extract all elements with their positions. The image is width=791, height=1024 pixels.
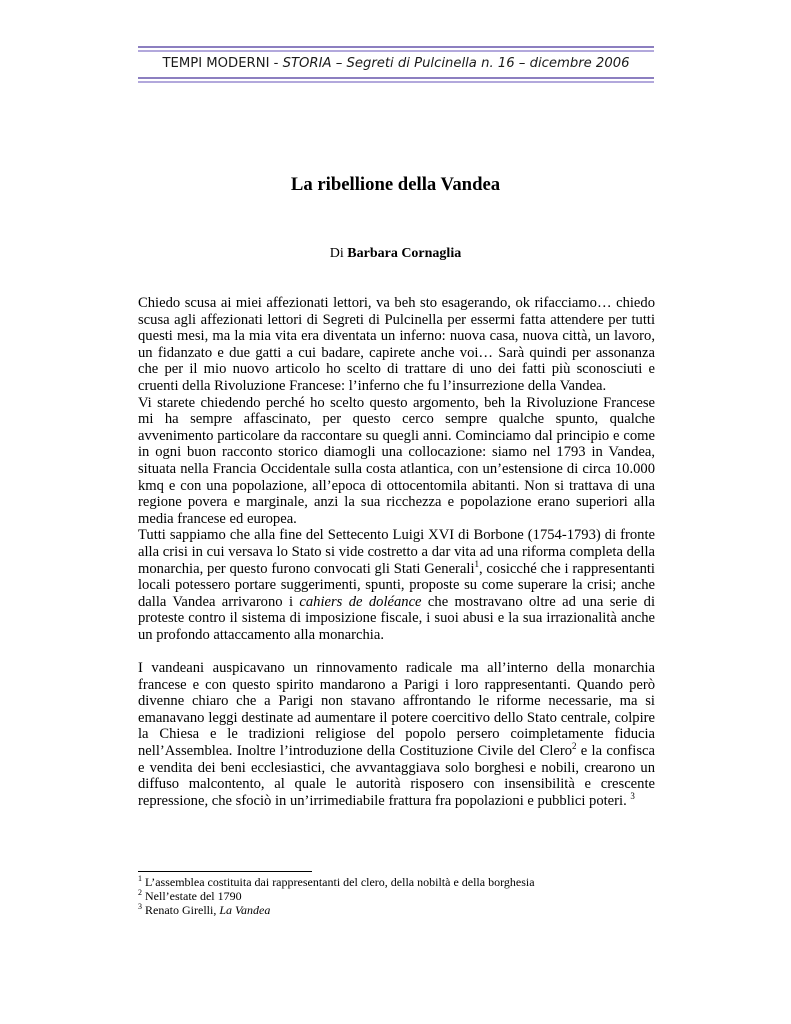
footnote-text: L’assemblea costituita dai rappresentanti del clero, della nobiltà e della borghesia bbox=[142, 875, 535, 889]
footnote-3 bbox=[138, 901, 655, 918]
footnote-ref-1: 1 bbox=[474, 558, 479, 569]
header-section: STORIA bbox=[282, 56, 332, 71]
paragraph-4-text-a: I vandeani auspicavano un rinnovamento radicale ma all’interno della monarchia francese e con questo spirito mandarono a Parigi i loro rappresentanti. Quando però divenne chiaro che a Parigi non stavano affrontando le riforme necessarie, ma si emanavano leggi destinate ad aumentare il potere coercitivo dello Stato centrale, colpire la Chiesa e le tradizioni religiose del popolo persero coimpletamente fiducia nell’Assemblea. Inoltre l’introduzione della Costituzione Civile del Clero bbox=[138, 660, 655, 760]
footnote-ref-3: 3 bbox=[630, 790, 635, 801]
article-title: La ribellione della Vandea bbox=[290, 174, 501, 195]
footnote-number: 2 bbox=[138, 887, 142, 897]
paragraph-3-italic: cahiers de doléance bbox=[299, 593, 422, 610]
author-name: Barbara Cornaglia bbox=[347, 246, 462, 261]
article-body bbox=[138, 295, 655, 809]
footnote-text: Renato Girelli, bbox=[142, 902, 220, 917]
paragraph-3-text-b: , cosicché che i rappresentanti locali potessero portare suggerimenti, spunti, proposte su come superare la crisi; anche dalla Vandea arrivarono i bbox=[138, 560, 655, 610]
header-top-rule-secondary bbox=[138, 50, 654, 52]
header-bottom-rule bbox=[138, 77, 654, 79]
footnote-ref-2: 2 bbox=[572, 741, 577, 752]
header-top-rule bbox=[138, 46, 654, 48]
header-text bbox=[138, 56, 654, 71]
paragraph-3-text-a: Tutti sappiamo che alla fine del Settecento Luigi XVI di Borbone (1754-1793) di fronte alla crisi in cui versava lo Stato si vide costretto a dar vita ad una riforma completa della monarchia, per questo furono convocati gli Stati Generali bbox=[138, 527, 655, 577]
footnote-italic-title: La Vandea bbox=[219, 902, 271, 917]
footnote-number: 3 bbox=[138, 901, 142, 911]
paragraph-1: Chiedo scusa ai miei affezionati lettori, va beh sto esagerando, ok rifacciamo… chiedo scusa agli affezionati lettori di Segreti di Pulcinella per essermi fatta attendere per tutti questi mesi, ma la mia vita era diventata un inferno: nuova casa, nuova città, un lavoro, un fidanzato e due gatti a cui badare, capirete anche voi… Sarà quindi per assonanza che per il mio nuovo articolo ho scelto di trattare di uno dei fatti più sconosciuti e cruenti della Rivoluzione Francese: l’inferno che fu l’insurrezione della Vandea. bbox=[138, 295, 655, 394]
footnote-1 bbox=[138, 876, 655, 890]
footnotes bbox=[138, 876, 655, 917]
footnote-2 bbox=[138, 887, 655, 904]
paragraph-4-text-b: e la confisca e vendita dei beni ecclesiastici, che avvantaggiava solo borghesi e nobili, crearono un diffuso malcontento, al quale le autorità risposero con insensibilità e crescente repressione, che sfociò in un’irrimediabile frattura fra popolazioni e pubblici poteri. bbox=[138, 743, 655, 809]
paragraph-4 bbox=[138, 660, 655, 809]
header-issue: – Segreti di Pulcinella n. 16 – dicembre 2006 bbox=[331, 56, 630, 71]
header-bottom-rule-secondary bbox=[138, 81, 654, 83]
footnote-number: 1 bbox=[138, 874, 142, 883]
footnote-separator bbox=[138, 871, 312, 872]
byline bbox=[0, 246, 791, 262]
footnote-text: Nell’estate del 1790 bbox=[142, 888, 242, 903]
paragraph-3-text-c: che mostravano oltre ad una serie di proteste contro il sistema di imposizione fiscale, i suoi abusi e la sua irrazionalità anche un profondo attaccamento alla monarchia. bbox=[138, 593, 655, 643]
running-header bbox=[138, 46, 654, 84]
paragraph-3 bbox=[138, 527, 655, 643]
paragraph-2: Vi starete chiedendo perché ho scelto questo argomento, beh la Rivoluzione Francese mi ha sempre affascinato, per questo cerco sempre qualche spunto, qualche avvenimento particolare da raccontare su quegli anni. Cominciamo dal principio e come in ogni buon racconto storico diamogli una collocazione: siamo nel 1793 in Vandea, situata nella Francia Occidentale sulla costa atlantica, con un’estensione di circa 10.000 kmq e con una popolazione, all’epoca di ottocentomila abitanti. Non si trattava di una regione povera e marginale, anzi la sua ricchezza e popolazione erano superiori alla media francese ed europea. bbox=[138, 394, 655, 527]
byline-prefix: Di bbox=[329, 246, 348, 261]
header-prefix: TEMPI MODERNI - bbox=[162, 56, 283, 71]
